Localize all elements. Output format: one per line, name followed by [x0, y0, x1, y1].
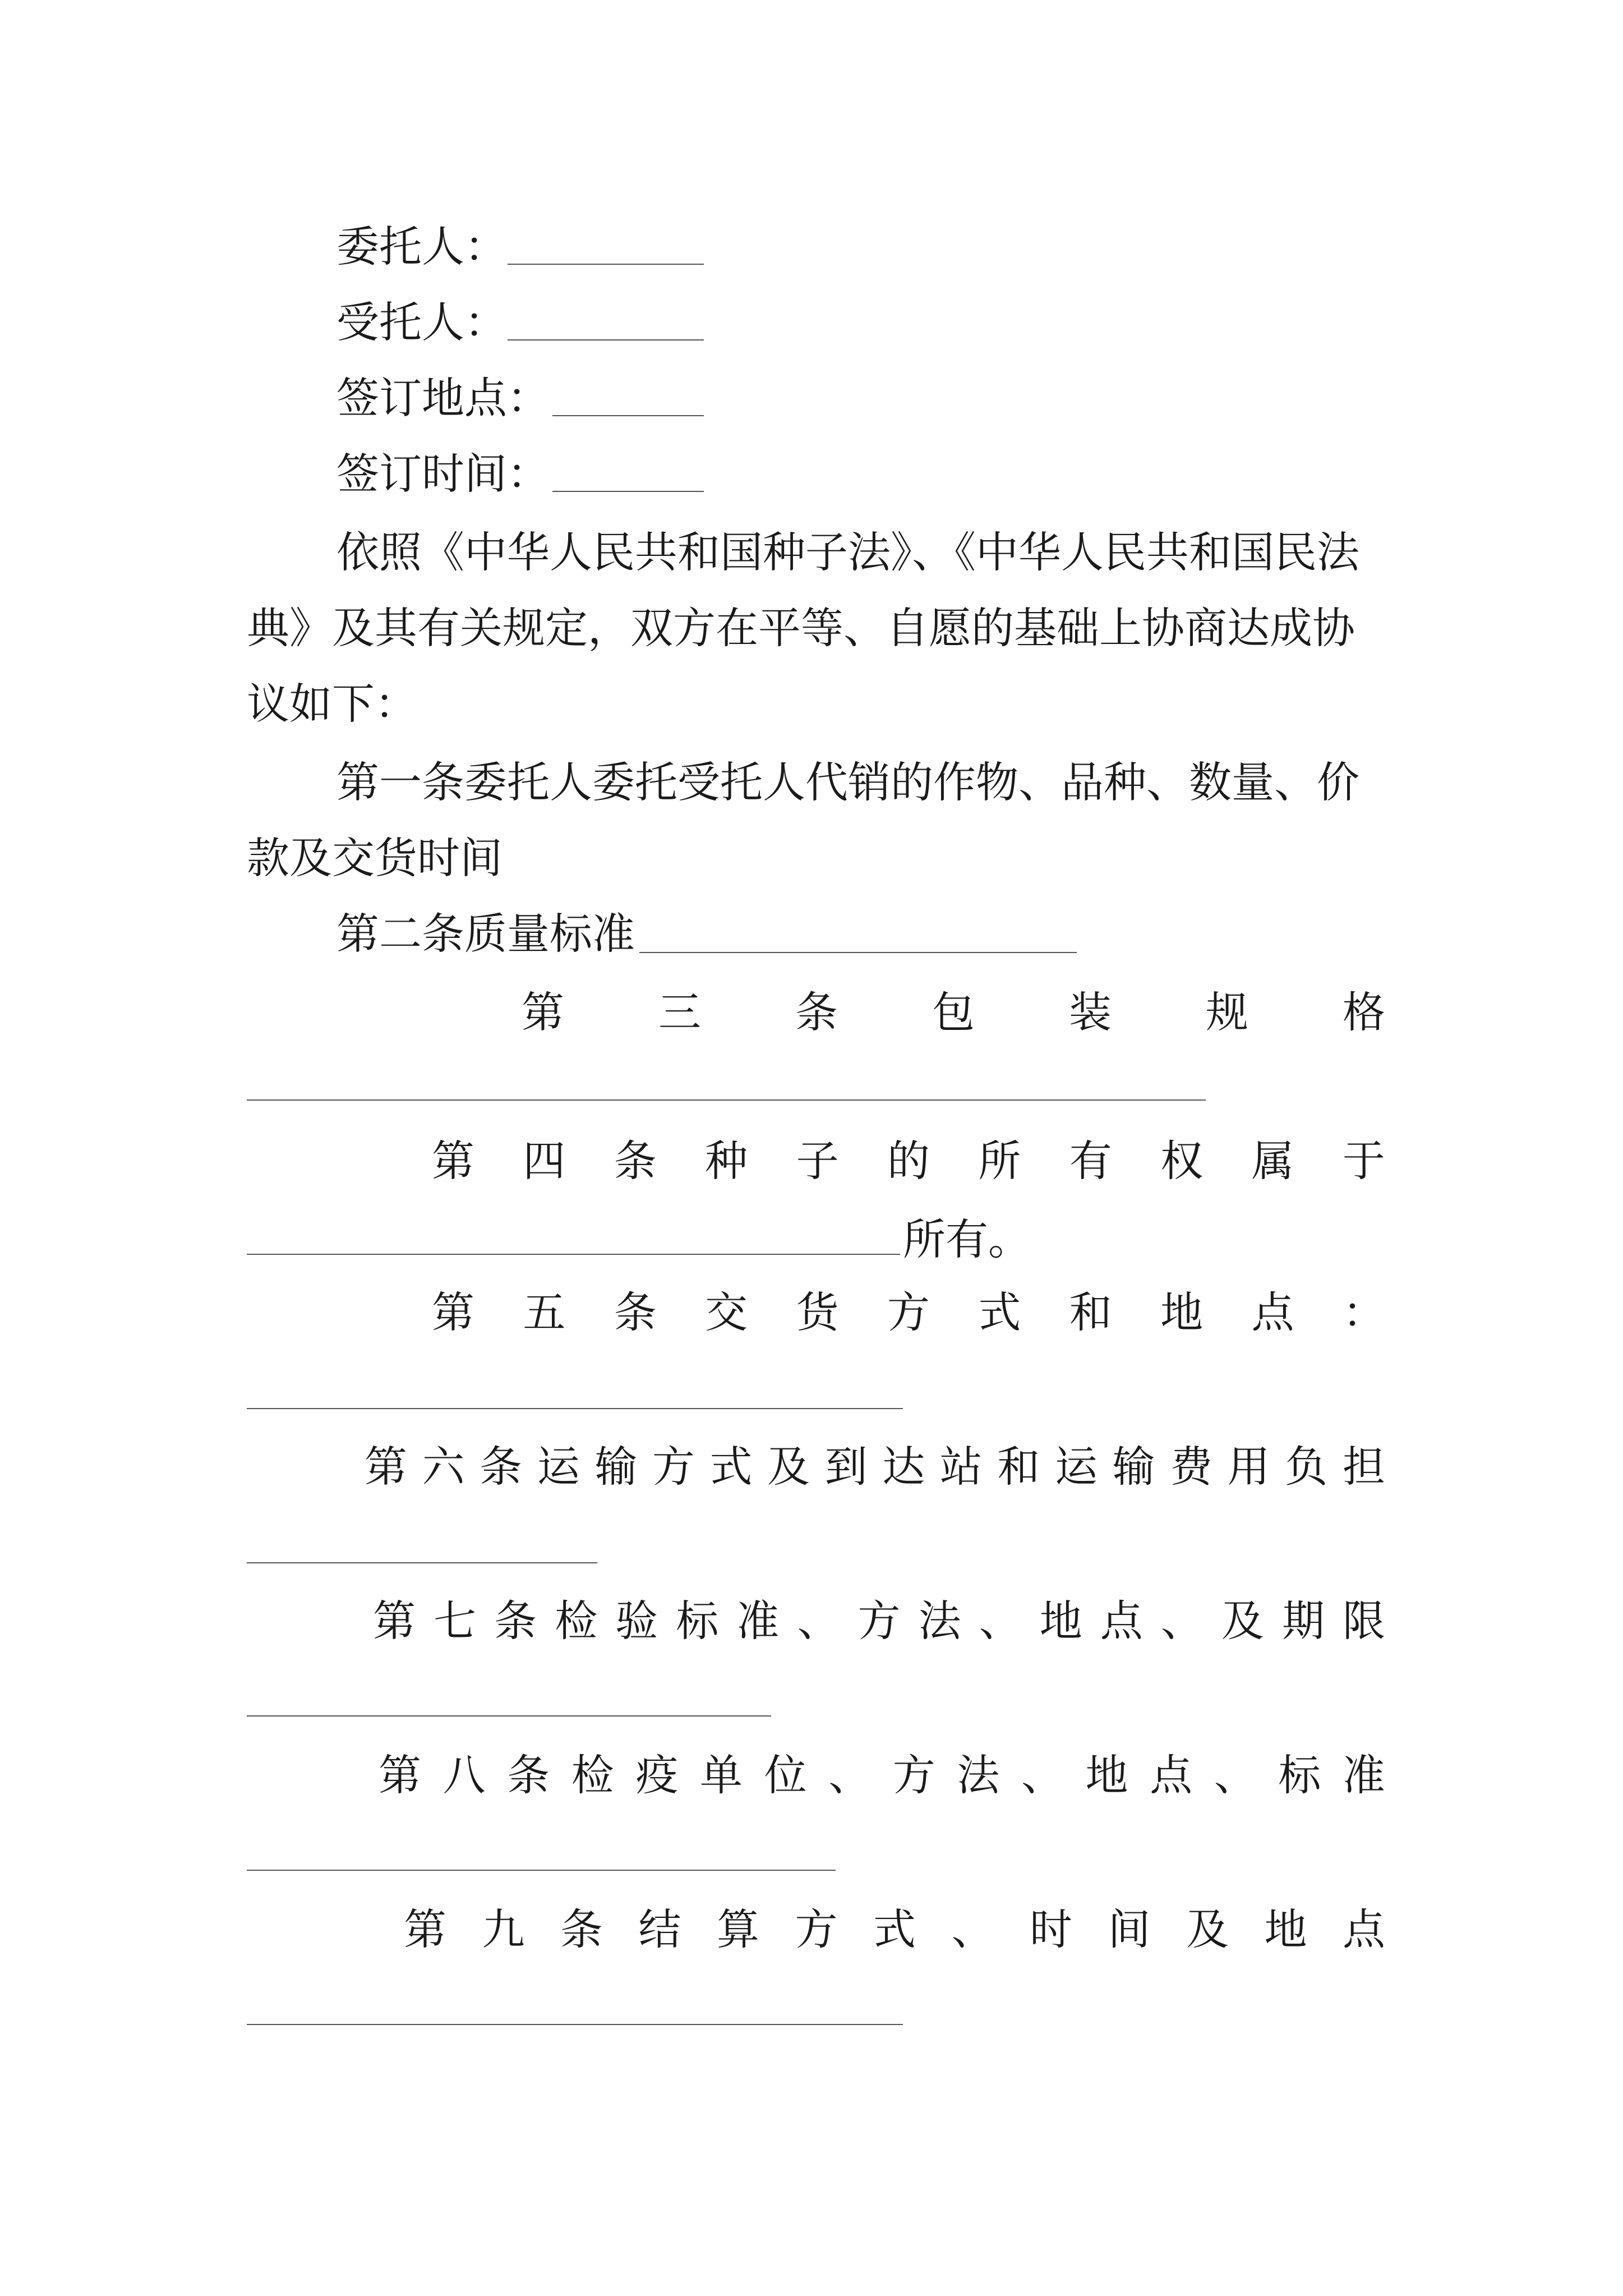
article-8-char: 、 — [1214, 1750, 1257, 1800]
principal-label: 委托人： — [336, 222, 507, 272]
article-4-char: 于 — [1342, 1136, 1385, 1186]
article-3-char: 第 — [522, 987, 564, 1037]
article-4-char: 条 — [614, 1136, 657, 1186]
article-5-char: ： — [1342, 1287, 1385, 1337]
agent-label: 受托人： — [336, 297, 507, 347]
article-4-char: 第 — [432, 1136, 474, 1186]
preamble-line-1: 依照《中华人民共和国种子法》、《中华人民共和国民法 — [336, 527, 1359, 577]
article-8-char: 标 — [1278, 1750, 1321, 1800]
article-4-char: 种 — [705, 1136, 748, 1186]
article-6-char: 及 — [767, 1442, 810, 1492]
article-7-blank[interactable] — [247, 1715, 771, 1717]
article-4-char: 的 — [887, 1136, 930, 1186]
article-5-char: 五 — [523, 1287, 566, 1337]
article-5-char: 式 — [978, 1287, 1021, 1337]
article-8-char: 、 — [828, 1750, 872, 1800]
article-7-char: 条 — [494, 1596, 537, 1646]
article-7-char: 七 — [434, 1596, 477, 1646]
article-7-char: 方 — [857, 1596, 901, 1646]
article-8-char: 疫 — [635, 1750, 679, 1800]
article-9-char: 点 — [1343, 1904, 1385, 1954]
article-7-char: 标 — [676, 1596, 719, 1646]
article-7-char: 及 — [1221, 1596, 1264, 1646]
article-7-char: 检 — [555, 1596, 598, 1646]
article-3-blank[interactable] — [247, 1099, 1206, 1101]
article-5-char: 交 — [705, 1287, 748, 1337]
article-8-char: 检 — [571, 1750, 614, 1800]
article-8-blank[interactable] — [247, 1870, 836, 1871]
article-4-tail: 所有。 — [903, 1214, 1031, 1264]
sign-time-blank[interactable] — [552, 491, 704, 492]
article-6-char: 达 — [882, 1442, 925, 1492]
article-6-char: 运 — [537, 1442, 580, 1492]
article-6-char: 式 — [709, 1442, 753, 1492]
article-6-char: 条 — [479, 1442, 523, 1492]
article-6 — [365, 1439, 1385, 1495]
article-6-char: 和 — [997, 1442, 1040, 1492]
article-1-line-2: 款及交货时间 — [247, 833, 502, 883]
article-8-char: 第 — [379, 1750, 421, 1800]
article-6-char: 方 — [652, 1442, 695, 1492]
article-6-char: 运 — [1054, 1442, 1098, 1492]
article-4-char: 权 — [1160, 1136, 1204, 1186]
article-6-char: 用 — [1227, 1442, 1270, 1492]
article-5-char: 地 — [1160, 1287, 1204, 1337]
article-4-char: 四 — [523, 1136, 566, 1186]
article-9-char: 算 — [717, 1904, 759, 1954]
article-7 — [373, 1593, 1385, 1649]
article-5-char: 条 — [614, 1287, 657, 1337]
article-9-char: 条 — [560, 1904, 603, 1954]
article-9-char: 间 — [1108, 1904, 1151, 1954]
article-6-char: 费 — [1170, 1442, 1213, 1492]
article-3-char: 三 — [658, 987, 701, 1037]
article-6-char: 输 — [594, 1442, 638, 1492]
article-5-char: 货 — [796, 1287, 839, 1337]
article-7-char: 第 — [373, 1596, 416, 1646]
article-3-char: 包 — [932, 987, 975, 1037]
article-9-char: 方 — [795, 1904, 838, 1954]
article-5-char: 点 — [1251, 1287, 1294, 1337]
article-8-char: 八 — [442, 1750, 486, 1800]
article-8-char: 位 — [764, 1750, 807, 1800]
article-8-char: 方 — [892, 1750, 935, 1800]
article-9 — [404, 1902, 1385, 1958]
article-9-char: 式 — [873, 1904, 916, 1954]
sign-place-label: 签订地点： — [336, 373, 550, 423]
article-2: 第二条质量标准 — [336, 909, 635, 959]
article-7-char: 准 — [736, 1596, 780, 1646]
article-3-char: 规 — [1206, 987, 1248, 1037]
article-5-char: 和 — [1069, 1287, 1112, 1337]
article-6-char: 第 — [365, 1442, 407, 1492]
article-4-char: 子 — [796, 1136, 839, 1186]
sign-time-label: 签订时间： — [336, 449, 550, 499]
article-4-char: 属 — [1251, 1136, 1294, 1186]
article-6-char: 输 — [1112, 1442, 1155, 1492]
article-1-line-1: 第一条委托人委托受托人代销的作物、品种、数量、价 — [336, 757, 1359, 807]
article-8-char: 单 — [699, 1750, 743, 1800]
article-7-char: 、 — [797, 1596, 840, 1646]
article-4-blank[interactable] — [247, 1254, 900, 1255]
article-7-char: 、 — [979, 1596, 1022, 1646]
article-9-blank[interactable] — [247, 2024, 903, 2025]
article-3-char: 格 — [1343, 987, 1385, 1037]
article-9-char: 结 — [638, 1904, 681, 1954]
article-6-char: 六 — [422, 1442, 465, 1492]
article-8-char: 法 — [957, 1750, 1000, 1800]
article-6-char: 负 — [1285, 1442, 1328, 1492]
article-8-char: 、 — [1021, 1750, 1064, 1800]
article-4-char: 有 — [1069, 1136, 1112, 1186]
article-9-char: 时 — [1030, 1904, 1072, 1954]
article-7-char: 法 — [918, 1596, 961, 1646]
article-6-char: 站 — [939, 1442, 983, 1492]
article-7-char: 点 — [1100, 1596, 1143, 1646]
preamble-line-2: 典》及其有关规定，双方在平等、自愿的基础上协商达成协 — [247, 603, 1355, 653]
article-7-char: 限 — [1343, 1596, 1385, 1646]
article-5-char: 方 — [887, 1287, 930, 1337]
article-5-char: 第 — [432, 1287, 474, 1337]
article-4 — [432, 1133, 1385, 1189]
article-8-char: 点 — [1150, 1750, 1193, 1800]
article-3-char: 条 — [795, 987, 838, 1037]
article-8-char: 准 — [1342, 1750, 1385, 1800]
article-9-char: 九 — [482, 1904, 525, 1954]
article-6-char: 到 — [824, 1442, 868, 1492]
article-7-char: 地 — [1039, 1596, 1082, 1646]
article-6-char: 担 — [1342, 1442, 1385, 1492]
sign-place-blank[interactable] — [552, 415, 704, 416]
article-9-char: 及 — [1186, 1904, 1229, 1954]
article-8 — [379, 1747, 1385, 1803]
agent-blank[interactable] — [508, 339, 704, 341]
article-8-char: 地 — [1085, 1750, 1128, 1800]
article-3-char: 装 — [1069, 987, 1112, 1037]
article-8-char: 条 — [507, 1750, 550, 1800]
article-5-blank[interactable] — [247, 1408, 903, 1409]
article-9-char: 、 — [951, 1904, 994, 1954]
principal-blank[interactable] — [508, 264, 704, 265]
article-4-char: 所 — [978, 1136, 1021, 1186]
article-7-char: 期 — [1281, 1596, 1325, 1646]
article-6-blank[interactable] — [247, 1562, 597, 1563]
article-7-char: 、 — [1160, 1596, 1204, 1646]
article-9-char: 地 — [1264, 1904, 1307, 1954]
article-5 — [432, 1285, 1385, 1341]
article-3 — [522, 984, 1385, 1041]
article-9-char: 第 — [404, 1904, 446, 1954]
article-7-char: 验 — [615, 1596, 658, 1646]
article-2-blank[interactable] — [639, 952, 1077, 953]
preamble-line-3: 议如下： — [247, 679, 417, 729]
